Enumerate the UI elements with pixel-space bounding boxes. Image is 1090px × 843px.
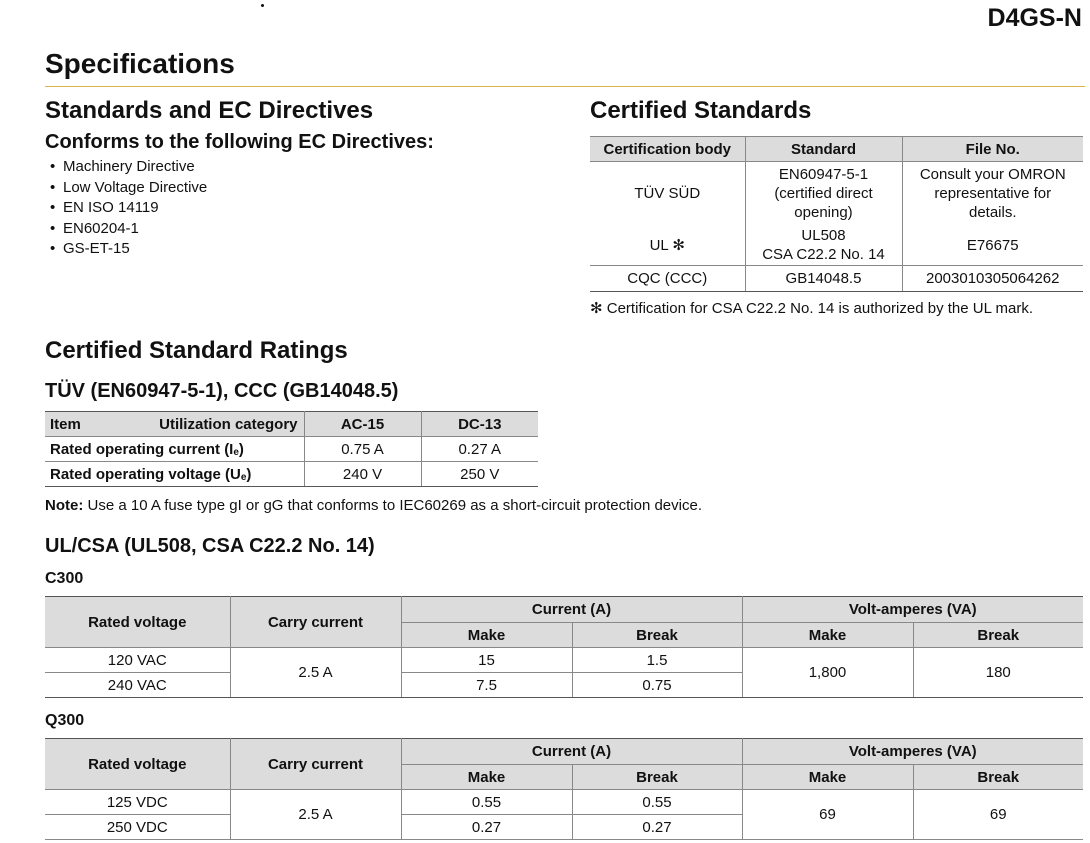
column-group-header: Current (A) [401, 597, 742, 623]
tuv-title: TÜV (EN60947-5-1), CCC (GB14048.5) [45, 380, 399, 402]
column-header: Rated voltage [45, 739, 230, 790]
row-label [45, 437, 304, 462]
table-cell: 2.5 A [230, 648, 401, 698]
row-label-text: Rated operating current (I [50, 440, 234, 458]
cert-standard-line: UL508 [801, 227, 846, 244]
column-header: Carry current [230, 597, 401, 648]
column-header: Break [572, 623, 742, 648]
category-header: Utilization category [159, 415, 298, 433]
cert-standard-line: opening) [794, 204, 853, 221]
row-label-tail: ) [238, 440, 244, 458]
directive-item: • Low Voltage Directive [45, 178, 207, 199]
table-row [45, 462, 538, 487]
table-cell: 0.55 [572, 790, 742, 815]
directive-item: • EN ISO 14119 [45, 198, 207, 219]
q300-table [45, 738, 1083, 840]
cert-body: CQC (CCC) [590, 266, 745, 292]
table-cell: 240 V [304, 462, 421, 487]
table-cell: 0.75 A [304, 437, 421, 462]
table-cell: 1.5 [572, 648, 742, 673]
table-row [590, 162, 1083, 226]
column-header: Make [401, 765, 572, 790]
table-cell: 0.75 [572, 673, 742, 698]
cert-standard [745, 225, 902, 266]
cert-standard-line: (certified direct [774, 185, 873, 202]
column-header: Break [913, 623, 1083, 648]
table-cell: 240 VAC [45, 673, 230, 698]
table-cell: 15 [401, 648, 572, 673]
cert-body: TÜV SÜD [590, 162, 745, 226]
cert-file-no: E76675 [902, 225, 1083, 266]
column-header: AC-15 [304, 412, 421, 437]
column-header: Standard [745, 137, 902, 162]
column-group-header: Volt-amperes (VA) [742, 597, 1083, 623]
title-divider [45, 86, 1085, 87]
column-header: Break [913, 765, 1083, 790]
c300-table [45, 596, 1083, 698]
column-header: DC-13 [421, 412, 538, 437]
certification-footnote: ✻ Certification for CSA C22.2 No. 14 is authorized by the UL mark. [590, 300, 1034, 317]
table-cell: 180 [913, 648, 1083, 698]
row-label-tail: ) [246, 465, 252, 483]
table-cell: 2.5 A [230, 790, 401, 840]
directive-item: • EN60204-1 [45, 219, 207, 240]
cert-standard [745, 162, 902, 226]
note-text: Use a 10 A fuse type gI or gG that conforms to IEC60269 as a short-circuit protection device. [83, 497, 702, 514]
table-cell: 0.27 [572, 815, 742, 840]
table-header-row [45, 739, 1083, 765]
item-header: Item [50, 415, 81, 433]
cert-standard-line: CSA C22.2 No. 14 [762, 246, 885, 263]
column-header: File No. [902, 137, 1083, 162]
row-label [45, 462, 304, 487]
directives-subtitle: Conforms to the following EC Directives: [45, 131, 434, 153]
page-title: Specifications [45, 48, 235, 79]
table-cell: 0.27 A [421, 437, 538, 462]
column-header: Carry current [230, 739, 401, 790]
certified-standards-title: Certified Standards [590, 97, 812, 124]
table-row [45, 648, 1083, 673]
table-cell: 125 VDC [45, 790, 230, 815]
cert-file-no [902, 162, 1083, 226]
cert-file-line: Consult your OMRON [919, 166, 1066, 183]
stray-mark [261, 4, 264, 7]
table-row [45, 790, 1083, 815]
table-header-row [45, 412, 538, 437]
c300-label: C300 [45, 570, 84, 587]
tuv-ratings-table [45, 411, 538, 487]
ratings-title: Certified Standard Ratings [45, 337, 348, 364]
certified-standards-table [590, 136, 1083, 292]
cert-body: UL ✻ [590, 225, 745, 266]
cert-file-line: details. [968, 204, 1017, 221]
cert-file-no: 2003010305064262 [902, 266, 1083, 292]
product-code: D4GS-N [987, 4, 1082, 32]
directive-item: • GS-ET-15 [45, 239, 207, 260]
cert-standard: GB14048.5 [745, 266, 902, 292]
table-cell: 69 [742, 790, 913, 840]
table-cell: 7.5 [401, 673, 572, 698]
table-cell: 0.27 [401, 815, 572, 840]
cert-file-line: representative for [934, 185, 1052, 202]
standards-title: Standards and EC Directives [45, 97, 374, 124]
table-cell: 250 VDC [45, 815, 230, 840]
table-cell: 250 V [421, 462, 538, 487]
directive-item: • Machinery Directive [45, 157, 207, 178]
ulcsa-title: UL/CSA (UL508, CSA C22.2 No. 14) [45, 535, 375, 557]
table-header-row [45, 597, 1083, 623]
table-cell: 69 [913, 790, 1083, 840]
column-header: Break [572, 765, 742, 790]
column-header: Make [401, 623, 572, 648]
q300-label: Q300 [45, 712, 85, 729]
column-group-header: Current (A) [401, 739, 742, 765]
column-header: Make [742, 623, 913, 648]
note-label: Note: [45, 497, 84, 514]
cert-standard-line: EN60947-5-1 [778, 166, 869, 183]
item-category-header [45, 412, 304, 437]
table-cell: 0.55 [401, 790, 572, 815]
directive-list [45, 157, 207, 260]
table-row [590, 266, 1083, 292]
column-header: Certification body [590, 137, 745, 162]
table-cell: 1,800 [742, 648, 913, 698]
table-cell: 120 VAC [45, 648, 230, 673]
row-label-text: Rated operating voltage (U [50, 465, 241, 483]
table-row [590, 225, 1083, 266]
column-header: Make [742, 765, 913, 790]
row-label-subscript: e [240, 471, 247, 483]
table-row [45, 437, 538, 462]
row-label-subscript: e [233, 446, 239, 458]
column-group-header: Volt-amperes (VA) [742, 739, 1083, 765]
fuse-note [45, 497, 702, 514]
column-header: Rated voltage [45, 597, 230, 648]
